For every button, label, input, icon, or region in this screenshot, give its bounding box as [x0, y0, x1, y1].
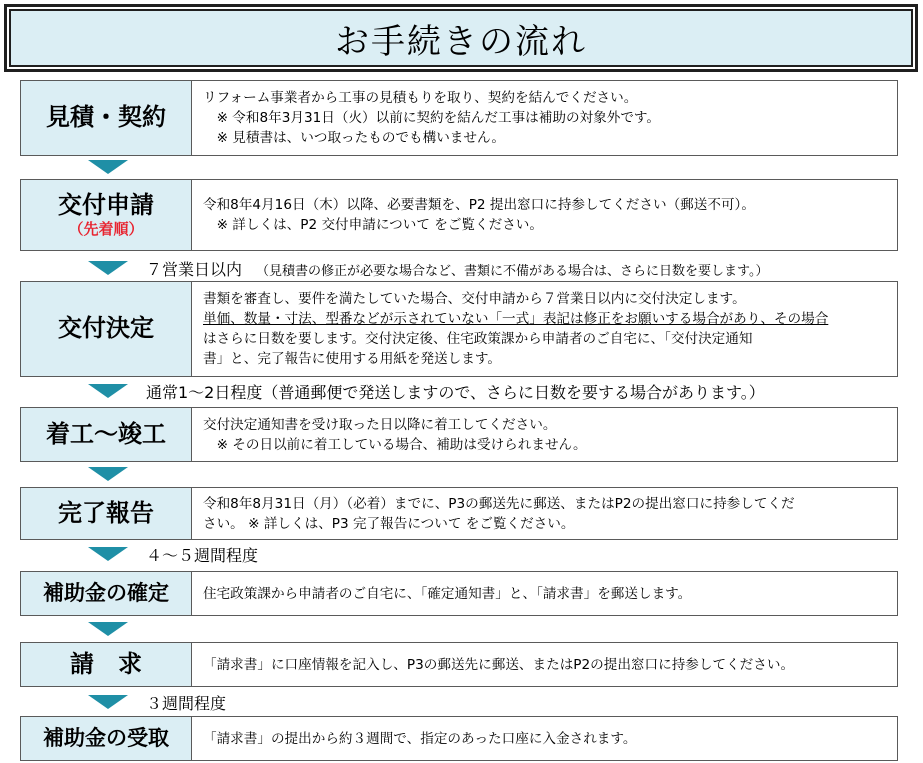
duration-note: 通常1～2日程度（普通郵便で発送しますので、さらに日数を要する場合があります。）: [146, 383, 765, 402]
step-label: 補助金の受取: [21, 717, 192, 760]
step-receive-subsidy: [20, 716, 898, 761]
flow-arrow-icon: [88, 467, 128, 481]
step-amount-confirmation: [20, 571, 898, 616]
step-description: リフォーム事業者から工事の見積もりを取り、契約を結んでください。 ※ 令和8年3月31日（火）以前に契約を結んだ工事は補助の対象外です。 ※ 見積書は、いつ取ったものでも構いません。: [203, 90, 661, 146]
step-claim: [20, 642, 898, 687]
step-label: 補助金の確定: [21, 572, 192, 615]
step-description: 書類を審査し、要件を満たしていた場合、交付申請から７営業日以内に交付決定します。 単価、数量・寸法、型番などが示されていない「一式」表記は修正をお願いする場合があり、その場合 はさらに日数を要します。交付決定後、住宅政策課から申請者のご自宅に、「交付決定通知 書」と、完了報告に使用する用紙を発送します。: [203, 291, 829, 367]
page-title: お手続きの流れ: [335, 21, 587, 62]
flow-arrow-icon: [88, 622, 128, 636]
duration-note: ７営業日以内 （見積書の修正が必要な場合など、書類に不備がある場合は、さらに日数を要します。）: [146, 260, 769, 279]
step-construction: [20, 407, 898, 462]
flow-arrow-icon: [88, 160, 128, 174]
step-label: 交付決定: [21, 282, 192, 376]
flow-arrow-icon: [88, 547, 128, 561]
step-grant-application: [20, 179, 898, 251]
step-description: 令和8年4月16日（木）以降、必要書類を、P2 提出窓口に持参してください（郵送不可）。 ※ 詳しくは、P2 交付申請について をご覧ください。: [203, 197, 755, 233]
step-completion-report: [20, 487, 898, 540]
step-label: 請 求: [21, 643, 192, 686]
step-label: 交付申請 （先着順）: [21, 180, 192, 250]
step-label: 見積・契約: [21, 81, 192, 155]
step-grant-decision: [20, 281, 898, 377]
step-description: 令和8年8月31日（月）（必着）までに、P3の郵送先に郵送、またはP2の提出窓口に持参してくだ さい。 ※ 詳しくは、P3 完了報告について をご覧ください。: [203, 495, 795, 532]
duration-note: ４～５週間程度: [146, 546, 259, 565]
page-title-box: [4, 4, 918, 72]
first-come-badge: （先着順）: [68, 220, 144, 239]
duration-note: ３週間程度: [146, 694, 227, 713]
flow-arrow-icon: [88, 384, 128, 398]
step-estimate-contract: [20, 80, 898, 156]
step-description: 「請求書」に口座情報を記入し、P3の郵送先に郵送、またはP2の提出窓口に持参してください。: [203, 656, 795, 673]
step-description: 「請求書」の提出から約３週間で、指定のあった口座に入金されます。: [203, 730, 637, 747]
step-label: 着工〜竣工: [21, 408, 192, 461]
step-description: 住宅政策課から申請者のご自宅に、「確定通知書」と、「請求書」を郵送します。: [203, 585, 692, 602]
step-description: 交付決定通知書を受け取った日以降に着工してください。 ※ その日以前に着工している場合、補助は受けられません。: [203, 416, 587, 453]
flow-arrow-icon: [88, 695, 128, 709]
step-label: 完了報告: [21, 488, 192, 539]
flow-arrow-icon: [88, 261, 128, 275]
